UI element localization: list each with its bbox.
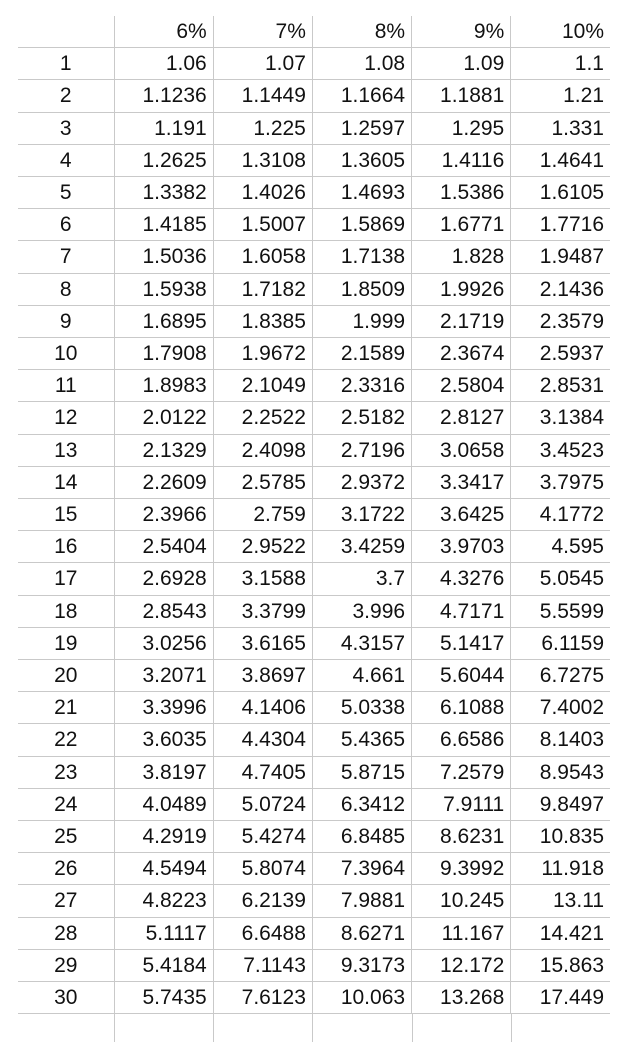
factor-cell: 17.449 <box>511 982 610 1014</box>
table-row <box>18 692 610 724</box>
factor-cell: 1.5938 <box>114 273 213 305</box>
factor-cell: 3.3996 <box>114 692 213 724</box>
factor-cell: 7.4002 <box>511 692 610 724</box>
factor-cell: 4.8223 <box>114 885 213 917</box>
year-cell: 30 <box>18 982 114 1014</box>
table-row <box>18 112 610 144</box>
factor-cell: 4.0489 <box>114 788 213 820</box>
factor-cell: 1.3382 <box>114 177 213 209</box>
table-row <box>18 402 610 434</box>
factor-cell: 1.5386 <box>412 177 511 209</box>
factor-cell: 4.595 <box>511 531 610 563</box>
factor-cell: 9.3173 <box>312 949 411 981</box>
factor-cell: 3.0256 <box>114 627 213 659</box>
factor-cell: 1.21 <box>511 80 610 112</box>
factor-cell: 2.1049 <box>213 370 312 402</box>
factor-cell: 8.6271 <box>312 917 411 949</box>
corner-cell <box>18 16 114 48</box>
factor-cell: 3.8697 <box>213 660 312 692</box>
factor-cell: 1.4026 <box>213 177 312 209</box>
factor-cell: 5.1117 <box>114 917 213 949</box>
factor-cell: 11.918 <box>511 853 610 885</box>
factor-cell: 2.759 <box>213 499 312 531</box>
factor-cell: 4.3276 <box>412 563 511 595</box>
year-cell: 3 <box>18 112 114 144</box>
factor-cell: 1.6771 <box>412 209 511 241</box>
factor-cell: 1.7716 <box>511 209 610 241</box>
year-cell: 14 <box>18 466 114 498</box>
factor-cell: 2.7196 <box>312 434 411 466</box>
factor-cell: 5.4365 <box>312 724 411 756</box>
column-header: 8% <box>312 16 411 48</box>
factor-cell: 1.2625 <box>114 144 213 176</box>
factor-cell: 8.9543 <box>511 756 610 788</box>
table-row <box>18 885 610 917</box>
year-cell: 4 <box>18 144 114 176</box>
table-row <box>18 531 610 563</box>
factor-cell: 3.2071 <box>114 660 213 692</box>
year-cell: 8 <box>18 273 114 305</box>
table-row <box>18 209 610 241</box>
factor-cell: 1.09 <box>412 48 511 80</box>
factor-cell: 3.4523 <box>511 434 610 466</box>
year-cell: 22 <box>18 724 114 756</box>
year-cell: 13 <box>18 434 114 466</box>
gridline <box>511 1014 512 1042</box>
factor-cell: 1.6895 <box>114 305 213 337</box>
year-cell: 25 <box>18 821 114 853</box>
factor-cell: 1.8983 <box>114 370 213 402</box>
factor-cell: 6.2139 <box>213 885 312 917</box>
factor-cell: 5.6044 <box>412 660 511 692</box>
factor-cell: 2.3579 <box>511 305 610 337</box>
table-row <box>18 917 610 949</box>
factor-cell: 5.8715 <box>312 756 411 788</box>
year-cell: 12 <box>18 402 114 434</box>
factor-cell: 5.7435 <box>114 982 213 1014</box>
factor-cell: 2.1589 <box>312 338 411 370</box>
year-cell: 29 <box>18 949 114 981</box>
factor-cell: 3.6425 <box>412 499 511 531</box>
factor-cell: 1.5869 <box>312 209 411 241</box>
factor-cell: 4.5494 <box>114 853 213 885</box>
factor-cell: 1.4116 <box>412 144 511 176</box>
factor-cell: 1.2597 <box>312 112 411 144</box>
factor-cell: 1.999 <box>312 305 411 337</box>
table-row <box>18 724 610 756</box>
factor-cell: 1.6058 <box>213 241 312 273</box>
year-cell: 17 <box>18 563 114 595</box>
factor-cell: 1.1664 <box>312 80 411 112</box>
factor-cell: 1.4185 <box>114 209 213 241</box>
year-cell: 20 <box>18 660 114 692</box>
factor-cell: 7.9881 <box>312 885 411 917</box>
factor-cell: 10.063 <box>312 982 411 1014</box>
factor-cell: 3.6035 <box>114 724 213 756</box>
factor-cell: 1.5036 <box>114 241 213 273</box>
factor-cell: 3.3417 <box>412 466 511 498</box>
factor-cell: 3.7 <box>312 563 411 595</box>
factor-cell: 5.4184 <box>114 949 213 981</box>
column-header: 7% <box>213 16 312 48</box>
year-cell: 24 <box>18 788 114 820</box>
year-cell: 19 <box>18 627 114 659</box>
factor-cell: 5.0545 <box>511 563 610 595</box>
table-row <box>18 241 610 273</box>
factor-cell: 2.5182 <box>312 402 411 434</box>
factor-cell: 5.4274 <box>213 821 312 853</box>
factor-cell: 2.1436 <box>511 273 610 305</box>
table-row <box>18 273 610 305</box>
factor-cell: 6.6488 <box>213 917 312 949</box>
factor-cell: 10.245 <box>412 885 511 917</box>
factor-cell: 6.7275 <box>511 660 610 692</box>
factor-cell: 1.9926 <box>412 273 511 305</box>
factor-cell: 4.1406 <box>213 692 312 724</box>
column-header: 10% <box>511 16 610 48</box>
factor-cell: 1.07 <box>213 48 312 80</box>
table-row <box>18 788 610 820</box>
factor-cell: 7.2579 <box>412 756 511 788</box>
factor-cell: 3.1722 <box>312 499 411 531</box>
factor-cell: 1.8509 <box>312 273 411 305</box>
factor-cell: 15.863 <box>511 949 610 981</box>
factor-cell: 3.8197 <box>114 756 213 788</box>
table-row <box>18 338 610 370</box>
factor-cell: 1.7182 <box>213 273 312 305</box>
factor-cell: 8.6231 <box>412 821 511 853</box>
factor-cell: 11.167 <box>412 917 511 949</box>
table-row <box>18 949 610 981</box>
compound-interest-table <box>18 16 610 1013</box>
factor-cell: 1.1236 <box>114 80 213 112</box>
table-row <box>18 466 610 498</box>
factor-cell: 2.8543 <box>114 595 213 627</box>
factor-cell: 3.9703 <box>412 531 511 563</box>
factor-cell: 2.0122 <box>114 402 213 434</box>
factor-cell: 2.2609 <box>114 466 213 498</box>
factor-cell: 3.1384 <box>511 402 610 434</box>
factor-cell: 4.661 <box>312 660 411 692</box>
factor-cell: 4.7171 <box>412 595 511 627</box>
year-cell: 5 <box>18 177 114 209</box>
factor-cell: 2.3674 <box>412 338 511 370</box>
factor-cell: 5.8074 <box>213 853 312 885</box>
factor-cell: 5.0724 <box>213 788 312 820</box>
factor-cell: 1.7908 <box>114 338 213 370</box>
factor-cell: 3.4259 <box>312 531 411 563</box>
table-row <box>18 627 610 659</box>
factor-cell: 4.7405 <box>213 756 312 788</box>
table-row <box>18 982 610 1014</box>
factor-cell: 1.4641 <box>511 144 610 176</box>
table-row <box>18 563 610 595</box>
factor-cell: 1.9487 <box>511 241 610 273</box>
factor-cell: 1.4693 <box>312 177 411 209</box>
factor-cell: 1.1 <box>511 48 610 80</box>
factor-cell: 1.828 <box>412 241 511 273</box>
factor-cell: 1.3108 <box>213 144 312 176</box>
factor-cell: 2.9522 <box>213 531 312 563</box>
factor-cell: 1.191 <box>114 112 213 144</box>
table-row <box>18 305 610 337</box>
factor-cell: 2.1719 <box>412 305 511 337</box>
table-row <box>18 177 610 209</box>
factor-cell: 1.9672 <box>213 338 312 370</box>
table-row <box>18 660 610 692</box>
factor-cell: 5.0338 <box>312 692 411 724</box>
factor-cell: 2.3966 <box>114 499 213 531</box>
table-row <box>18 144 610 176</box>
factor-cell: 3.996 <box>312 595 411 627</box>
column-header: 9% <box>412 16 511 48</box>
factor-cell: 2.8531 <box>511 370 610 402</box>
factor-cell: 13.11 <box>511 885 610 917</box>
year-cell: 18 <box>18 595 114 627</box>
factor-cell: 4.2919 <box>114 821 213 853</box>
factor-cell: 2.5937 <box>511 338 610 370</box>
year-cell: 9 <box>18 305 114 337</box>
factor-cell: 3.0658 <box>412 434 511 466</box>
factor-cell: 7.3964 <box>312 853 411 885</box>
factor-cell: 2.3316 <box>312 370 411 402</box>
column-header: 6% <box>114 16 213 48</box>
table-body <box>18 16 610 1013</box>
factor-cell: 7.1143 <box>213 949 312 981</box>
factor-cell: 6.1088 <box>412 692 511 724</box>
factor-cell: 13.268 <box>412 982 511 1014</box>
gridline <box>114 1014 115 1042</box>
factor-cell: 1.295 <box>412 112 511 144</box>
factor-cell: 2.9372 <box>312 466 411 498</box>
table-row <box>18 434 610 466</box>
factor-cell: 2.5804 <box>412 370 511 402</box>
factor-cell: 4.4304 <box>213 724 312 756</box>
factor-cell: 1.08 <box>312 48 411 80</box>
factor-cell: 1.8385 <box>213 305 312 337</box>
factor-cell: 8.1403 <box>511 724 610 756</box>
factor-cell: 6.6586 <box>412 724 511 756</box>
table-row <box>18 499 610 531</box>
header-row <box>18 16 610 48</box>
factor-cell: 1.7138 <box>312 241 411 273</box>
factor-cell: 3.6165 <box>213 627 312 659</box>
year-cell: 7 <box>18 241 114 273</box>
year-cell: 28 <box>18 917 114 949</box>
factor-cell: 12.172 <box>412 949 511 981</box>
factor-cell: 3.3799 <box>213 595 312 627</box>
year-cell: 27 <box>18 885 114 917</box>
year-cell: 26 <box>18 853 114 885</box>
table-row <box>18 756 610 788</box>
gridline <box>213 1014 214 1042</box>
gridline <box>312 1014 313 1042</box>
year-cell: 21 <box>18 692 114 724</box>
factor-cell: 3.7975 <box>511 466 610 498</box>
factor-cell: 6.8485 <box>312 821 411 853</box>
empty-row <box>18 1013 610 1042</box>
factor-cell: 4.1772 <box>511 499 610 531</box>
factor-cell: 9.8497 <box>511 788 610 820</box>
year-cell: 23 <box>18 756 114 788</box>
year-cell: 15 <box>18 499 114 531</box>
factor-cell: 6.1159 <box>511 627 610 659</box>
factor-cell: 2.2522 <box>213 402 312 434</box>
year-cell: 10 <box>18 338 114 370</box>
factor-cell: 1.5007 <box>213 209 312 241</box>
factor-cell: 1.3605 <box>312 144 411 176</box>
factor-cell: 1.1449 <box>213 80 312 112</box>
factor-cell: 1.06 <box>114 48 213 80</box>
factor-cell: 2.4098 <box>213 434 312 466</box>
factor-cell: 2.5404 <box>114 531 213 563</box>
factor-cell: 1.1881 <box>412 80 511 112</box>
factor-cell: 7.9111 <box>412 788 511 820</box>
factor-cell: 9.3992 <box>412 853 511 885</box>
spreadsheet <box>18 16 610 1042</box>
year-cell: 1 <box>18 48 114 80</box>
factor-cell: 2.6928 <box>114 563 213 595</box>
factor-cell: 2.8127 <box>412 402 511 434</box>
factor-cell: 5.5599 <box>511 595 610 627</box>
factor-cell: 1.6105 <box>511 177 610 209</box>
factor-cell: 4.3157 <box>312 627 411 659</box>
factor-cell: 7.6123 <box>213 982 312 1014</box>
factor-cell: 2.5785 <box>213 466 312 498</box>
factor-cell: 1.225 <box>213 112 312 144</box>
gridline <box>412 1014 413 1042</box>
table-row <box>18 595 610 627</box>
table-row <box>18 370 610 402</box>
year-cell: 16 <box>18 531 114 563</box>
factor-cell: 3.1588 <box>213 563 312 595</box>
year-cell: 6 <box>18 209 114 241</box>
year-cell: 2 <box>18 80 114 112</box>
table-row <box>18 853 610 885</box>
table-row <box>18 821 610 853</box>
table-row <box>18 80 610 112</box>
table-row <box>18 48 610 80</box>
factor-cell: 2.1329 <box>114 434 213 466</box>
year-cell: 11 <box>18 370 114 402</box>
factor-cell: 5.1417 <box>412 627 511 659</box>
factor-cell: 10.835 <box>511 821 610 853</box>
factor-cell: 1.331 <box>511 112 610 144</box>
factor-cell: 6.3412 <box>312 788 411 820</box>
factor-cell: 14.421 <box>511 917 610 949</box>
